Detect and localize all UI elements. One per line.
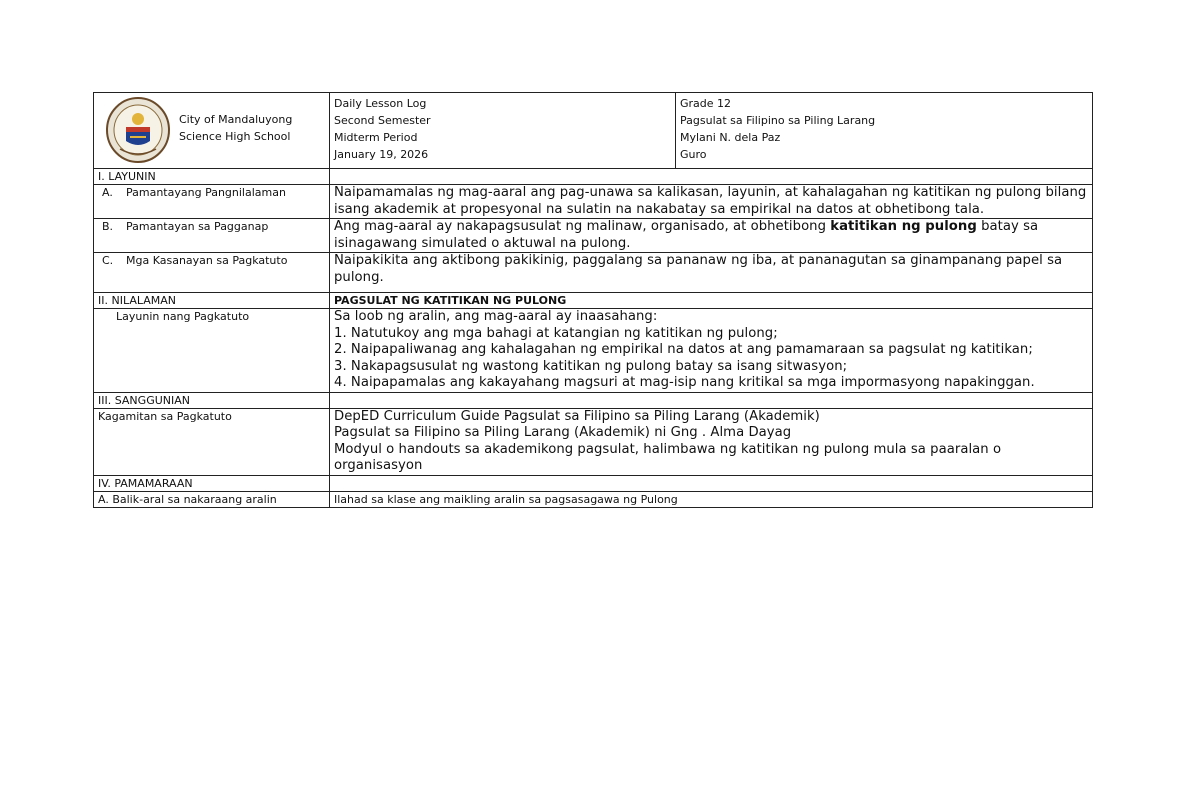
row-label: Layunin nang Pagkatuto [94, 309, 330, 393]
section-heading: I. LAYUNIN [94, 169, 330, 185]
row-content [330, 219, 1093, 253]
objective-item: 2. Naipapaliwanag ang kahalagahan ng empirikal na datos at ang pamamaraan sa pagsulat ng katitikan; [334, 342, 1033, 357]
daily-lesson-log [93, 92, 1093, 508]
row-label [94, 253, 330, 293]
lesson-title: PAGSULAT NG KATITIKAN NG PULONG [330, 293, 1093, 309]
section-heading: II. NILALAMAN [94, 293, 330, 309]
log-title: Daily Lesson Log [334, 97, 427, 110]
row-balik-aral [94, 491, 1093, 507]
section-row-nilalaman [94, 293, 1093, 309]
row-label: Kagamitan sa Pagkatuto [94, 408, 330, 475]
section-row-pamamaraan [94, 475, 1093, 491]
row-label [94, 185, 330, 219]
header-row [94, 93, 1093, 169]
date: January 19, 2026 [334, 148, 429, 161]
section-row-sanggunian [94, 392, 1093, 408]
row-label-text: Mga Kasanayan sa Pagkatuto [126, 254, 288, 267]
school-name [179, 111, 292, 145]
row-content [330, 309, 1093, 393]
period: Midterm Period [334, 131, 418, 144]
content-text: batay sa isinagawang simulated o aktuwal na pulong. [334, 219, 1039, 251]
school-cell [94, 93, 330, 169]
school-title: Science High School [179, 130, 291, 143]
row-mga-kasanayan [94, 253, 1093, 293]
reference-item: Modyul o handouts sa akademikong pagsulat, halimbawa ng katitikan ng pulong mula sa paaralan o organisasyon [334, 441, 1002, 473]
row-content: Ilahad sa klase ang maikling aralin sa pagsasagawa ng Pulong [330, 491, 1093, 507]
reference-item: DepED Curriculum Guide Pagsulat sa Filipino sa Piling Larang (Akademik) [334, 408, 820, 424]
school-seal-icon [106, 97, 170, 163]
row-kagamitan [94, 408, 1093, 475]
row-label [94, 219, 330, 253]
row-label-text: Pamantayan sa Pagganap [126, 220, 269, 233]
semester: Second Semester [334, 114, 431, 127]
course-info-cell [676, 93, 1093, 169]
objective-item: 4. Naipapamalas ang kakayahang magsuri at mag-isip nang kritikal sa mga impormasyong napakinggan. [334, 375, 1035, 390]
log-info-cell [330, 93, 676, 169]
row-layunin-nang-pagkatuto [94, 309, 1093, 393]
objective-item: 3. Nakapagsusulat ng wastong katitikan ng pulong batay sa isang sitwasyon; [334, 358, 848, 374]
emphasis-text: katitikan ng pulong [830, 219, 977, 234]
row-pamantayang-pangnilalaman [94, 185, 1093, 219]
teacher-role: Guro [680, 148, 707, 161]
section-heading: III. SANGGUNIAN [94, 392, 330, 408]
reference-item: Pagsulat sa Filipino sa Piling Larang (Akademik) ni Gng . Alma Dayag [334, 425, 792, 440]
row-content: Naipakikita ang aktibong pakikinig, paggalang sa pananaw ng iba, at pananagutan sa ginampanang papel sa pulong. [330, 253, 1093, 293]
row-pamantayan-sa-pagganap [94, 219, 1093, 253]
objectives-intro: Sa loob ng aralin, ang mag-aaral ay inaasahang: [334, 309, 658, 324]
grade-level: Grade 12 [680, 97, 732, 110]
lesson-log-table [93, 92, 1093, 508]
row-marker: B. [102, 220, 114, 233]
school-city: City of Mandaluyong [179, 113, 293, 126]
content-text: Ang mag-aaral ay nakapagsusulat ng malinaw, organisado, at obhetibong [334, 219, 831, 234]
objective-item: 1. Natutukoy ang mga bahagi at katangian ng katitikan ng pulong; [334, 325, 778, 341]
teacher-name: Mylani N. dela Paz [680, 131, 781, 144]
section-row-layunin [94, 169, 1093, 185]
row-label-text: Pamantayang Pangnilalaman [126, 186, 286, 199]
row-marker: C. [102, 254, 114, 267]
row-content: Naipamamalas ng mag-aaral ang pag-unawa sa kalikasan, layunin, at kahalagahan ng katitikan ng pulong bilang isang akademik at propesyonal na sulatin na nakabatay sa empirikal na datos at obhetibong tala. [330, 185, 1093, 219]
row-marker: A. [102, 186, 113, 199]
section-heading: IV. PAMAMARAAN [94, 475, 330, 491]
row-label: A. Balik-aral sa nakaraang aralin [94, 491, 330, 507]
row-content [330, 408, 1093, 475]
subject: Pagsulat sa Filipino sa Piling Larang [680, 114, 876, 127]
